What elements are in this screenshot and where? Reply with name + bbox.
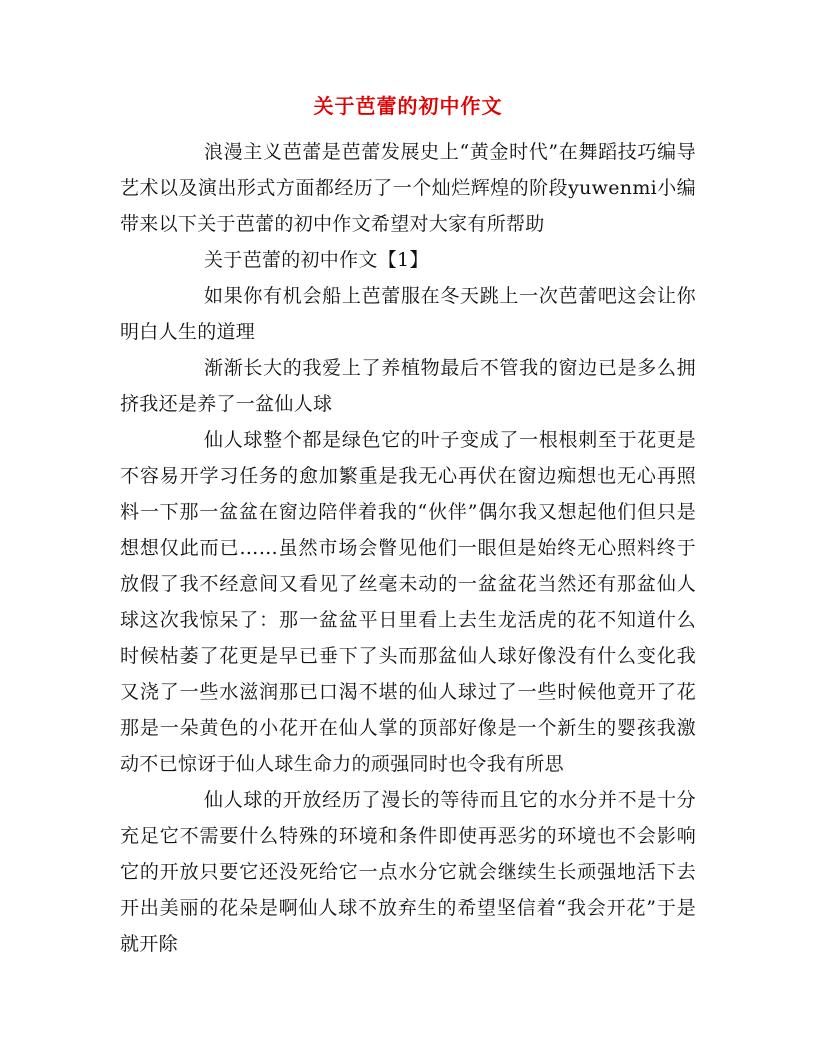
paragraph-2: 渐渐长大的我爱上了养植物最后不管我的窗边已是多么拥挤我还是养了一盆仙人球 bbox=[120, 357, 696, 415]
paragraph-4: 仙人球的开放经历了漫长的等待而且它的水分并不是十分充足它不需要什么特殊的环境和条件即使再恶劣的环境也不会影响它的开放只要它还没死给它一点水分它就会继续生长顽强地活下去开出美丽的花朵是啊仙人球不放弃生的希望坚信着“我会开花”于是就开除 bbox=[120, 789, 696, 955]
paragraph-intro: 浪漫主义芭蕾是芭蕾发展史上“黄金时代”在舞蹈技巧编导艺术以及演出形式方面都经历了一个灿烂辉煌的阶段yuwenmi小编带来以下关于芭蕾的初中作文希望对大家有所帮助 bbox=[120, 141, 696, 235]
paragraph-3: 仙人球整个都是绿色它的叶子变成了一根根刺至于花更是不容易开学习任务的愈加繁重是我无心再伏在窗边痴想也无心再照料一下那一盆盆在窗边陪伴着我的“伙伴”偶尔我又想起他们但只是想想仅此而已……虽然市场会瞥见他们一眼但是始终无心照料终于放假了我不经意间又看见了丝毫未动的一盆盆花当然还有那盆仙人球这次我惊呆了：那一盆盆平日里看上去生龙活虎的花不知道什么时候枯萎了花更是早已垂下了头而那盆仙人球好像没有什么变化我又浇了一些水滋润那已口渴不堪的仙人球过了一些时候他竟开了花那是一朵黄色的小花开在仙人掌的顶部好像是一个新生的婴孩我激动不已惊讶于仙人球生命力的顽强同时也令我有所思 bbox=[120, 429, 696, 775]
paragraph-1: 如果你有机会船上芭蕾服在冬天跳上一次芭蕾吧这会让你明白人生的道理 bbox=[120, 285, 696, 343]
document-body bbox=[120, 134, 696, 962]
document-title: 关于芭蕾的初中作文 bbox=[313, 94, 503, 118]
section-heading: 关于芭蕾的初中作文【1】 bbox=[204, 249, 429, 271]
